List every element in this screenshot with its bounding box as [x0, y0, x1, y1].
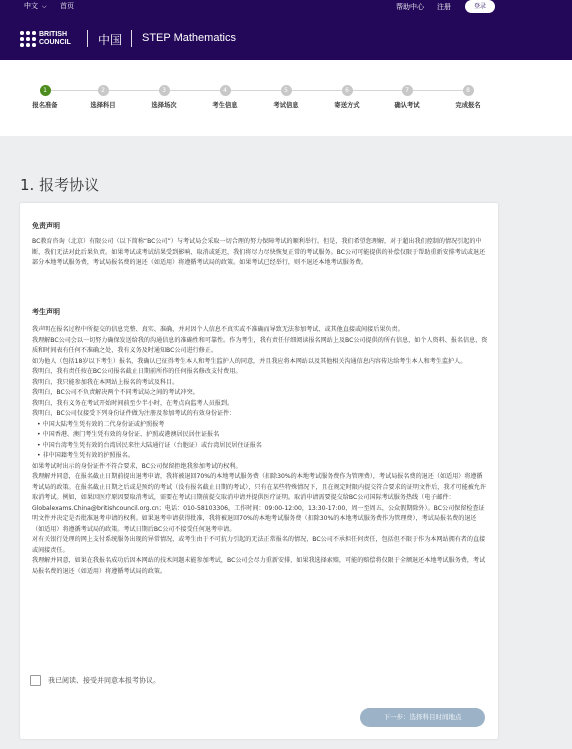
id-list-item: • 非中国籍考生凭有效的护照报名。	[37, 452, 134, 459]
step-label: 考试信息	[273, 102, 299, 109]
step-number: 5	[281, 85, 292, 96]
top-header	[0, 0, 572, 60]
statement-paragraph: 对有关银行处理的网上支付系统服务出现的异常情况，或考生由于不可抗力引起的无法正常报名的情况，BC公司不承担任何责任，包括但不限于作为本网站拥有者的直接或间接责任。	[32, 536, 486, 554]
disclaimer-text: BC教育咨询（北京）有限公司（以下简称“BC公司”）与考试局会采取一切合理的努力保障考试的顺利举行。但是，我们希望您理解，对于超出我们控制的情况引起的中断，我们无法对此后果负责。如果考试或考试结果受到影响、取消或延迟，我们将尽力尽快恢复正常的考试服务。BC公司可能提供的补偿仅限于帮助重新安排考试或退还部分本地考试服务费，考试局报名费的退还（如适用）将遵循考试局的政策。如果考试已经举行，则不退还本地考试服务费。	[32, 238, 486, 266]
register-link[interactable]: 注册	[437, 3, 451, 11]
statement-paragraph: 我明白，BC公司仅接受下列身份证件做为注册及参加考试的有效身份证件：	[32, 410, 236, 417]
agreement-card	[20, 203, 498, 739]
statement-paragraph: 我明白，我只能参加我在本网站上报名的考试及科目。	[32, 378, 179, 386]
help-center-link[interactable]: 帮助中心	[396, 3, 424, 11]
step-2	[73, 85, 133, 109]
disclaimer-title: 免责声明	[32, 222, 60, 230]
step-label: 选择科目	[90, 102, 116, 109]
step-number: 2	[98, 85, 109, 96]
step-5	[256, 85, 316, 109]
step-label: 寄送方式	[334, 102, 360, 109]
statement-paragraph: 我明白，我有义务在考试开始时间前至少半小时，在考点向监考人员报到。	[32, 399, 234, 407]
brand-name	[39, 31, 71, 47]
id-list-item: • 中国大陆考生凭有效的二代身份证或护照报考	[37, 420, 165, 428]
statement-paragraph: 我声明在报名过程中所提交的信息完整、真实、准确，并对因个人信息不真实或不准确而导致无法参加考试、或其他直接或间接后果负责。	[32, 326, 404, 333]
step-number: 4	[220, 85, 231, 96]
page-title: 1. 报考协议	[20, 176, 100, 194]
step-7	[377, 85, 437, 109]
agree-checkbox-row[interactable]	[30, 675, 160, 686]
step-label: 考生信息	[212, 102, 238, 109]
login-button[interactable]: 登录	[465, 0, 495, 13]
statement-paragraph: 我明白，BC公司不负责解决两个不同考试局之间的考试冲突。	[32, 389, 199, 396]
step-number: 6	[342, 85, 353, 96]
step-number: 7	[402, 85, 413, 96]
next-step-button[interactable]: 下一步：选择科目时间地点	[360, 708, 485, 727]
brand-line1: BRITISH	[39, 31, 67, 38]
header-divider	[87, 30, 88, 47]
agree-checkbox-label[interactable]: 我已阅读、接受并同意本报考协议。	[48, 676, 160, 685]
british-council-logo-icon	[20, 31, 36, 47]
step-label: 完成报名	[455, 102, 481, 109]
step-1	[15, 85, 75, 109]
language-selector[interactable]	[24, 1, 47, 11]
id-list-item: • 中国台湾考生凭有效的台湾居民来往大陆通行证（台胞证）或台湾居民居住证报名	[37, 441, 262, 449]
step-label: 选择场次	[151, 102, 177, 109]
statement-paragraph: 我理解并同意，如果在我报名成功后因本网站的技术问题未能参加考试，BC公司会尽力重新安排，如果我选择索赔，可能的赔偿将仅限于全额退还本地考试服务费，考试局报名费的退还（如适用）将遵循考试局的政策。	[32, 557, 486, 575]
country-name: 中国	[98, 33, 123, 47]
statement-paragraph: 我明白，我有责任按在BC公司报名截止日期前所作的任何报名修改支付费用。	[32, 368, 242, 375]
statement-title: 考生声明	[32, 308, 60, 316]
statement-paragraph: 如为他人（包括18岁以下考生）报名，我确认已征得考生本人和考生监护人的同意，并且我应将本网站以及其他相关沟通信息内容传达给考生本人和考生监护人。	[32, 357, 467, 365]
statement-text	[32, 325, 488, 577]
chevron-down-icon: ⌵	[42, 3, 47, 10]
header-divider	[131, 30, 132, 47]
id-list-item: • 中国香港、澳门考生凭有效的身份证、护照或港澳居民居住证报名	[37, 431, 220, 438]
product-name: STEP Mathematics	[142, 32, 236, 44]
statement-paragraph: 我理解并同意，在报名截止日期前提出退考申请，我将被退回70%的本地考试服务费（扣除30%的本地考试服务费作为管理费），考试局报名费的退还（如适用）将遵循考试局的政策。在报名截止日期之后或是预约的考试（没有报名截止日期的考试），只有在某些特殊情况下，且在规定时限内提交符合要求的证明文件后，我才可能被允许取消考试。例如，如果因医疗原因要取消考试，需要在考试日期前提交取消申请并提供医疗证明。取消申请需要提交给BC公司国际考试服务热线（电子邮件：Globalexams.China@britishcouncil.org.cn；电话：010-58103306，工作时间：09:00-12:00，13:30-17:00，周一至周五，公众假期除外）。BC公司保留检查证明文件并决定是否批准退考申请的权利。如果退考申请获得批准，我将被退回70%的本地考试服务费（扣除30%的本地考试服务费作为管理费），考试局报名费的退还（如适用）将遵循考试局的政策。考试日期后BC公司不接受任何退考申请。	[32, 473, 486, 533]
step-8	[438, 85, 498, 109]
step-4	[195, 85, 255, 109]
step-label: 确认考试	[394, 102, 420, 109]
statement-paragraph: 我理解BC公司会以一切努力确保发送给我的沟通信息的准确性和可靠性。作为考生，我有责任仔细阅读报名网站上及BC公司提供的所有信息，如个人资料、报名信息，资质和时间表有任何不准确之处，我有义务及时通知BC公司进行修正。	[32, 336, 488, 354]
step-3	[134, 85, 194, 109]
step-6	[317, 85, 377, 109]
step-number: 8	[463, 85, 474, 96]
statement-paragraph: 如果考试时出示的身份证件不符合要求，BC公司保留拒绝我参加考试的权利。	[32, 462, 242, 470]
agree-checkbox[interactable]	[30, 675, 41, 686]
step-number: 3	[159, 85, 170, 96]
home-link[interactable]: 首页	[60, 2, 74, 10]
step-number: 1	[40, 85, 51, 96]
step-label: 报名准备	[32, 102, 58, 109]
brand-line2: COUNCIL	[39, 39, 71, 46]
language-label: 中文	[24, 2, 38, 10]
